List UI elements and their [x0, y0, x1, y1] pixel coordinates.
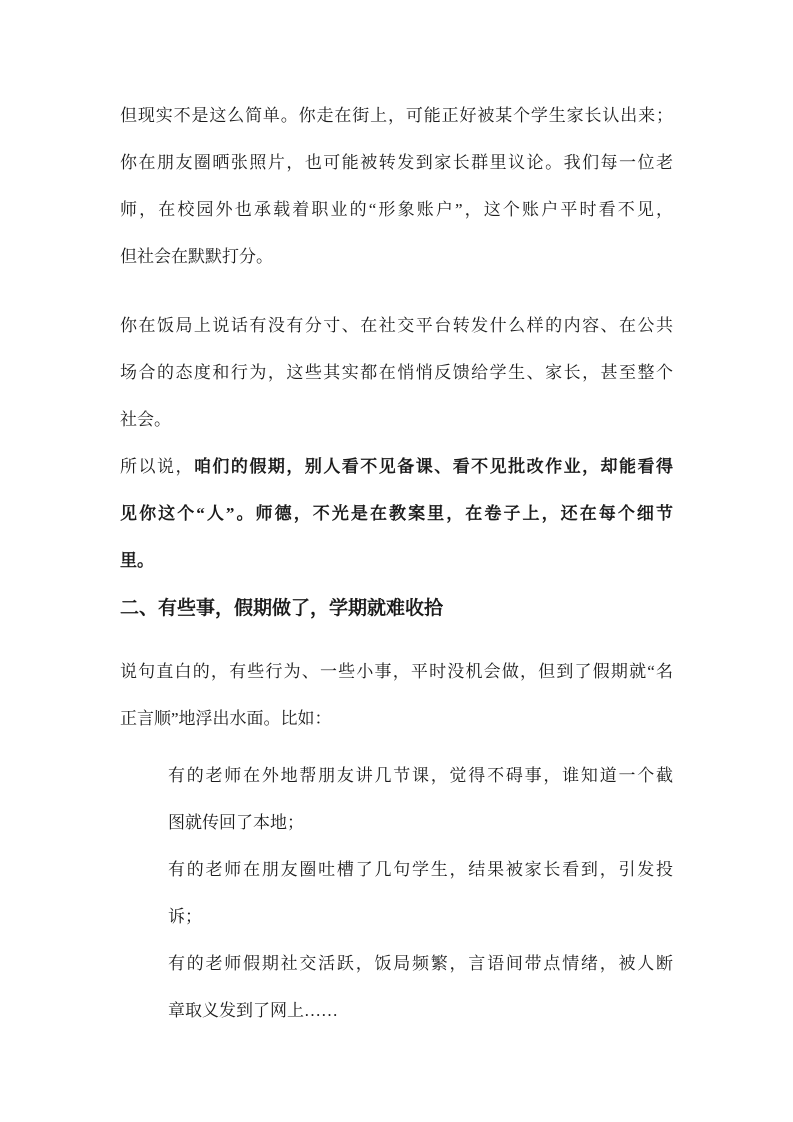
text-line — [120, 695, 673, 742]
paragraph — [120, 92, 673, 280]
text-line — [120, 396, 673, 443]
text-run: 但社会在默默打分。 — [120, 247, 273, 266]
text-line — [120, 233, 673, 280]
text-run: 图就传回了本地； — [168, 813, 304, 832]
text-line — [168, 752, 673, 799]
bold-text-run: 二、有些事，假期做了，学期就难收拾 — [120, 598, 444, 619]
text-line — [120, 537, 673, 584]
text-line — [120, 139, 673, 186]
text-line — [168, 846, 673, 893]
paragraph — [120, 302, 673, 443]
text-run: 有的老师在外地帮朋友讲几节课，觉得不碍事，谁知道一个截 — [168, 766, 673, 785]
text-line — [168, 799, 673, 846]
text-run: 诉； — [168, 907, 202, 926]
text-run: 正言顺”地浮出水面。比如： — [120, 709, 332, 728]
text-run: 章取义发到了网上…… — [168, 1001, 338, 1020]
list-item — [168, 940, 673, 1034]
text-line — [120, 585, 673, 632]
text-run: 你在饭局上说话有没有分寸、在社交平台转发什么样的内容、在公共 — [120, 316, 673, 335]
text-run: 所以说， — [120, 457, 194, 476]
text-line — [168, 987, 673, 1034]
paragraph — [120, 443, 673, 584]
bold-text-run: 里。 — [120, 551, 154, 570]
text-run: 说句直白的，有些行为、一些小事，平时没机会做，但到了假期就“名 — [120, 662, 673, 681]
text-line — [120, 92, 673, 139]
bold-text-run: 见你这个“人”。师德，不光是在教案里，在卷子上，还在每个细节 — [120, 504, 673, 523]
text-run: 场合的态度和行为，这些其实都在悄悄反馈给学生、家长，甚至整个 — [120, 363, 673, 382]
text-run: 有的老师假期社交活跃，饭局频繁，言语间带点情绪，被人断 — [168, 954, 673, 973]
text-line — [120, 443, 673, 490]
text-line — [168, 940, 673, 987]
section-heading — [120, 585, 673, 632]
text-line — [120, 648, 673, 695]
text-run: 有的老师在朋友圈吐槽了几句学生，结果被家长看到，引发投 — [168, 860, 673, 879]
text-line — [120, 349, 673, 396]
text-run: 师，在校园外也承载着职业的“形象账户”，这个账户平时看不见， — [120, 200, 673, 219]
list-item — [168, 846, 673, 940]
text-run: 你在朋友圈晒张照片，也可能被转发到家长群里议论。我们每一位老 — [120, 153, 673, 172]
text-run: 社会。 — [120, 410, 171, 429]
paragraph — [120, 648, 673, 742]
text-line — [120, 302, 673, 349]
text-line — [120, 186, 673, 233]
list-item — [168, 752, 673, 846]
text-line — [168, 893, 673, 940]
text-run: 但现实不是这么简单。你走在街上，可能正好被某个学生家长认出来； — [120, 106, 673, 125]
bold-text-run: 咱们的假期，别人看不见备课、看不见批改作业，却能看得 — [193, 457, 674, 476]
text-line — [120, 490, 673, 537]
